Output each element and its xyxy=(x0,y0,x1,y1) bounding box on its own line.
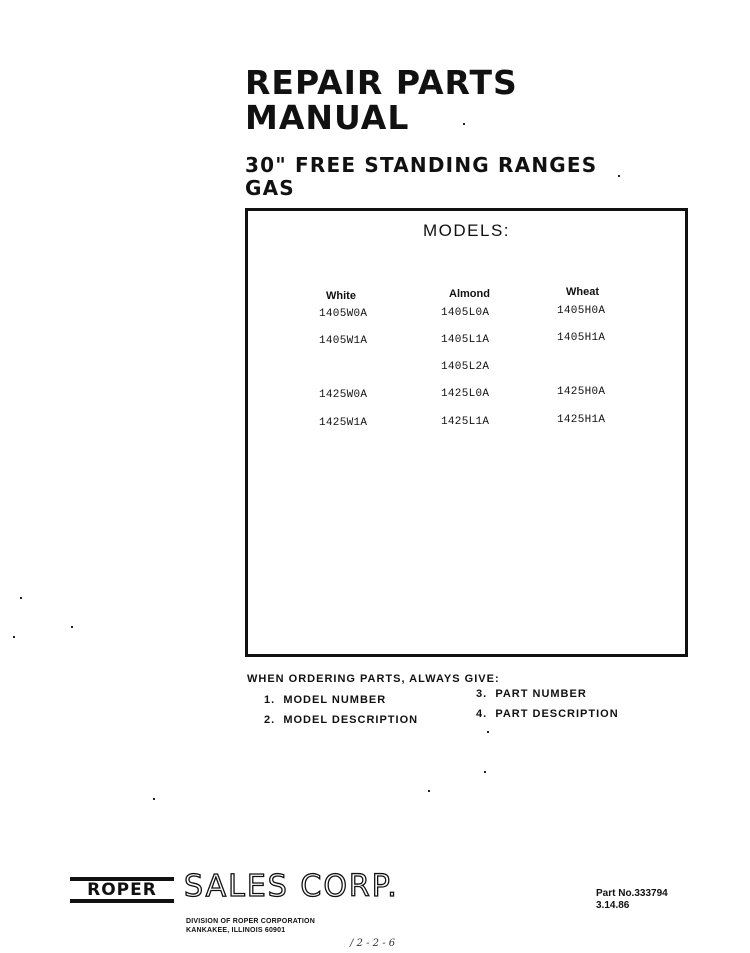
model-number: 1405W0A xyxy=(319,308,368,320)
model-number: 1405W1A xyxy=(319,335,368,347)
ordering-item-2 xyxy=(264,714,418,726)
subtitle-line1: 30" FREE STANDING RANGES xyxy=(245,153,598,177)
ordering-item-text: MODEL NUMBER xyxy=(283,694,387,706)
scan-speck xyxy=(20,597,22,599)
model-number: 1425W0A xyxy=(319,389,368,401)
ordering-item-3 xyxy=(476,688,587,700)
handwritten-note: / 2 - 2 - 6 xyxy=(350,938,396,949)
models-heading: MODELS: xyxy=(422,221,511,240)
scan-speck xyxy=(13,636,15,638)
scan-speck xyxy=(153,798,155,800)
scan-speck xyxy=(71,626,73,628)
model-number: 1405L0A xyxy=(441,307,490,319)
roper-logo: ROPER xyxy=(70,877,174,903)
print-date: 3.14.86 xyxy=(596,900,630,911)
subtitle-line2: GAS xyxy=(245,176,295,200)
model-number: 1425L1A xyxy=(441,416,490,428)
division-line1: DIVISION OF ROPER CORPORATION xyxy=(186,918,315,925)
scan-speck xyxy=(428,790,430,792)
model-number: 1425H1A xyxy=(557,414,606,426)
model-number: 1425L0A xyxy=(441,388,490,400)
ordering-intro: WHEN ORDERING PARTS, ALWAYS GIVE: xyxy=(247,673,500,685)
column-header-wheat: Wheat xyxy=(566,286,599,298)
scan-speck xyxy=(618,175,620,177)
column-header-white: White xyxy=(326,290,356,302)
manual-title-line1: REPAIR PARTS xyxy=(245,63,518,102)
model-number: 1405L2A xyxy=(441,361,490,373)
scan-speck xyxy=(484,771,486,773)
model-number: 1425H0A xyxy=(557,386,606,398)
ordering-item-text: PART NUMBER xyxy=(495,688,587,700)
ordering-item-4 xyxy=(476,708,619,720)
ordering-item-text: PART DESCRIPTION xyxy=(495,708,619,720)
scan-speck xyxy=(463,123,465,125)
model-number: 1405L1A xyxy=(441,334,490,346)
ordering-item-number: 1. xyxy=(264,694,276,706)
scan-speck xyxy=(487,731,489,733)
division-line2: KANKAKEE, ILLINOIS 60901 xyxy=(186,927,286,934)
manual-title-line2: MANUAL xyxy=(245,98,410,137)
column-header-almond: Almond xyxy=(449,288,490,300)
ordering-item-text: MODEL DESCRIPTION xyxy=(283,714,419,726)
part-number: Part No.333794 xyxy=(596,888,668,899)
ordering-item-number: 3. xyxy=(476,688,488,700)
model-number: 1405H1A xyxy=(557,332,606,344)
ordering-item-1 xyxy=(264,694,386,706)
ordering-item-number: 2. xyxy=(264,714,276,726)
model-number: 1425W1A xyxy=(319,417,368,429)
models-box xyxy=(245,208,688,657)
model-number: 1405H0A xyxy=(557,305,606,317)
company-name: SALES CORP. xyxy=(184,869,399,904)
ordering-item-number: 4. xyxy=(476,708,488,720)
